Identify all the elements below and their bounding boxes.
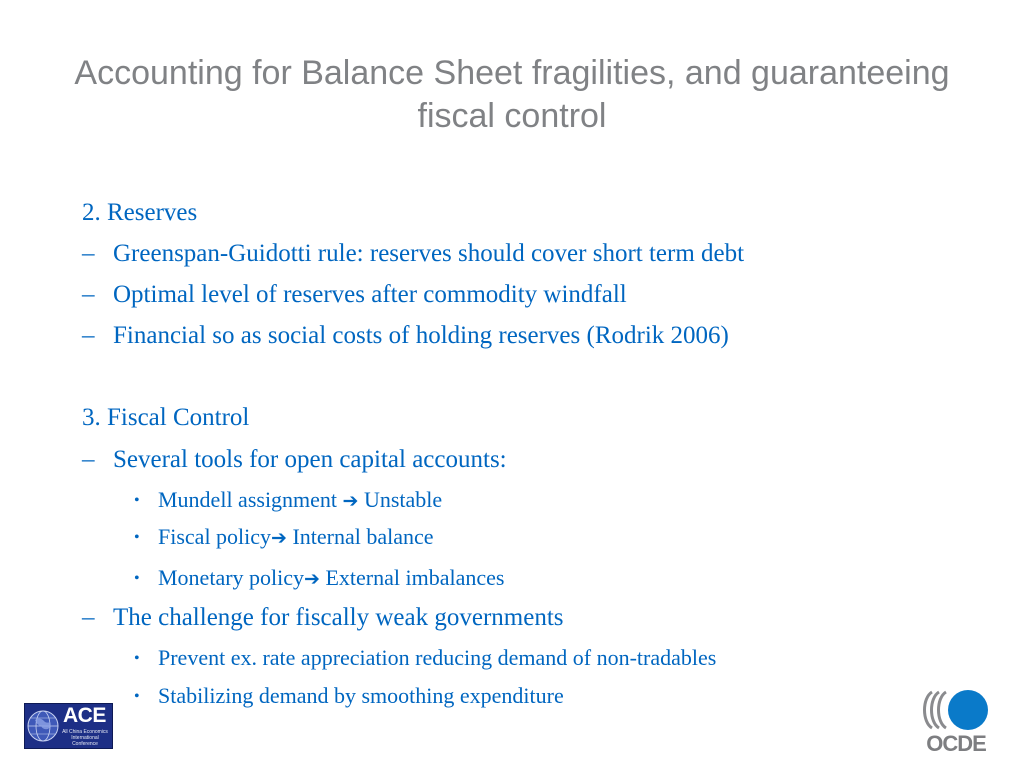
fiscal-sub-1b-left: Fiscal policy — [158, 524, 272, 549]
dash-marker: – — [82, 322, 95, 349]
ocde-logo-text: OCDE — [926, 731, 986, 756]
bullet-marker: • — [134, 570, 140, 587]
ocde-circle-icon — [920, 688, 992, 734]
dash-marker: – — [82, 604, 95, 631]
fiscal-sub-2a-text: Prevent ex. rate appreciation reducing demand of non-tradables — [158, 645, 717, 670]
ace-subtitle-line-2: International Conference — [71, 735, 99, 747]
ace-subtitle-line-1: All China Economics — [62, 729, 108, 735]
bullet-marker: • — [134, 688, 140, 705]
fiscal-item-2-text: The challenge for fiscally weak governments — [113, 604, 564, 631]
ace-logo-subtitle — [58, 729, 112, 747]
bullet-marker: • — [134, 650, 140, 667]
fiscal-sub-1c-right: External imbalances — [319, 565, 505, 590]
ace-logo — [24, 703, 113, 749]
bullet-marker: • — [134, 492, 140, 509]
right-arrow-icon: ➔ — [342, 490, 359, 512]
right-arrow-icon: ➔ — [271, 527, 287, 549]
reserves-heading: 2. Reserves — [82, 199, 198, 226]
right-arrow-icon: ➔ — [304, 568, 320, 590]
ace-logo-text: ACE — [63, 704, 106, 727]
fiscal-sub-2b-text: Stabilizing demand by smoothing expenditure — [158, 683, 564, 708]
fiscal-sub-1a-right: Unstable — [358, 487, 443, 512]
dash-marker: – — [82, 446, 95, 473]
dash-marker: – — [82, 240, 95, 267]
bullet-marker: • — [134, 529, 140, 546]
ocde-logo — [920, 688, 992, 758]
slide-title: Accounting for Balance Sheet fragilities, and guaranteeing fiscal control — [74, 54, 950, 135]
fiscal-sub-1c-left: Monetary policy — [158, 565, 305, 590]
reserves-item-2-text: Optimal level of reserves after commodity windfall — [113, 281, 627, 308]
fiscal-item-1-text: Several tools for open capital accounts: — [113, 446, 507, 473]
reserves-item-1-text: Greenspan-Guidotti rule: reserves should cover short term debt — [113, 240, 745, 267]
fiscal-sub-1a-left: Mundell assignment — [158, 487, 343, 512]
fiscal-sub-1b-right: Internal balance — [286, 524, 434, 549]
dash-marker: – — [82, 281, 95, 308]
fiscal-heading: 3. Fiscal Control — [82, 404, 250, 431]
reserves-item-3-text: Financial so as social costs of holding reserves (Rodrik 2006) — [113, 322, 729, 349]
